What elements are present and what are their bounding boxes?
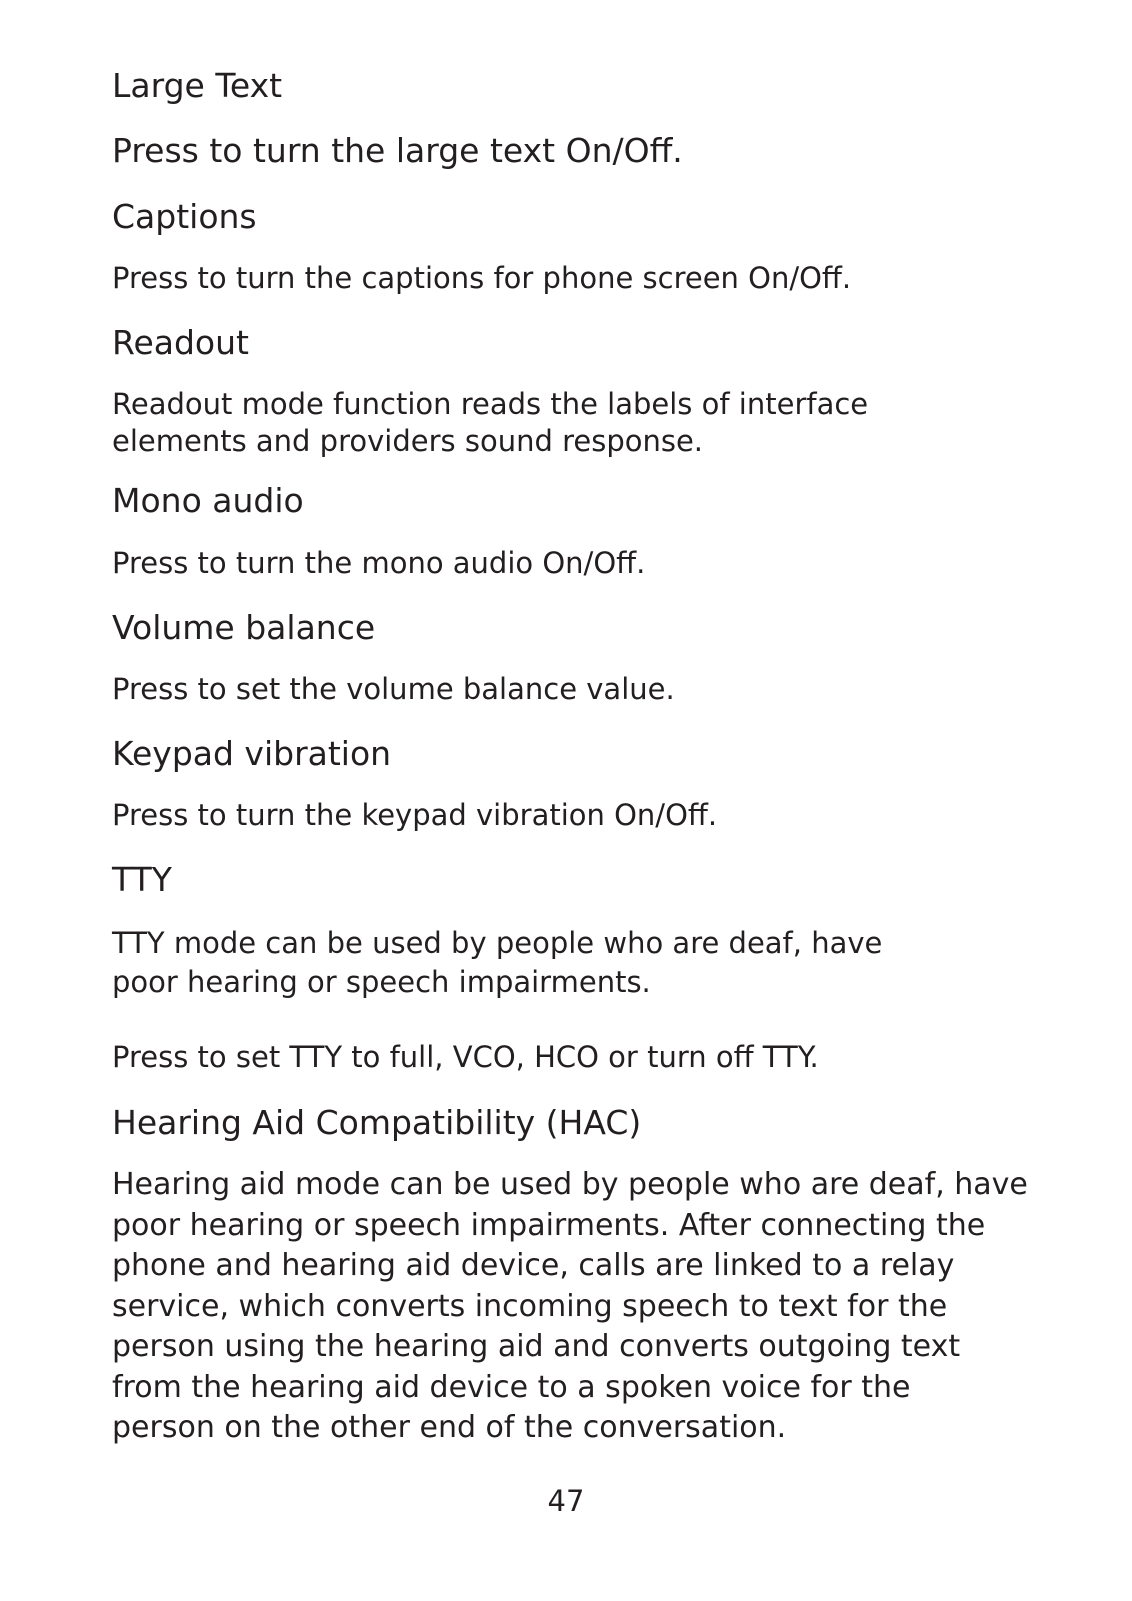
body-line: poor hearing or speech impairments. After connecting the bbox=[112, 1207, 986, 1243]
section-heading-captions: Captions bbox=[112, 197, 257, 236]
body-line: TTY mode can be used by people who are deaf, have bbox=[112, 926, 883, 960]
section-heading-keypad-vibration: Keypad vibration bbox=[112, 734, 392, 773]
body-line: Hearing aid mode can be used by people who are deaf, have bbox=[112, 1167, 1028, 1202]
body-line: from the hearing aid device to a spoken voice for the bbox=[112, 1369, 911, 1405]
section-heading-hac: Hearing Aid Compatibility (HAC) bbox=[112, 1103, 642, 1142]
body-line: elements and providers sound response. bbox=[112, 424, 704, 458]
page-number: 47 bbox=[547, 1484, 585, 1518]
body-line: poor hearing or speech impairments. bbox=[112, 965, 651, 999]
body-line: person using the hearing aid and converts outgoing text bbox=[112, 1329, 961, 1364]
section-body-mono-audio: Press to turn the mono audio On/Off. bbox=[112, 546, 646, 580]
section-extra-tty: Press to set TTY to full, VCO, HCO or turn off TTY. bbox=[112, 1040, 819, 1074]
section-body-volume-balance: Press to set the volume balance value. bbox=[112, 672, 675, 706]
section-heading-volume-balance: Volume balance bbox=[112, 608, 376, 647]
body-line: service, which converts incoming speech to text for the bbox=[112, 1288, 948, 1324]
section-body-readout bbox=[112, 386, 868, 460]
section-body-keypad-vibration: Press to turn the keypad vibration On/Off. bbox=[112, 798, 718, 832]
body-line: phone and hearing aid device, calls are linked to a relay bbox=[112, 1248, 955, 1283]
section-heading-large-text: Large Text bbox=[112, 66, 283, 105]
section-body-large-text: Press to turn the large text On/Off. bbox=[112, 131, 683, 170]
body-line: person on the other end of the conversation. bbox=[112, 1410, 787, 1445]
section-body-captions: Press to turn the captions for phone screen On/Off. bbox=[112, 261, 852, 295]
section-heading-readout: Readout bbox=[112, 323, 249, 362]
section-body-tty bbox=[112, 924, 882, 1002]
body-line: Readout mode function reads the labels of interface bbox=[112, 387, 869, 421]
section-heading-mono-audio: Mono audio bbox=[112, 481, 304, 520]
section-body-hac bbox=[112, 1165, 1028, 1449]
section-heading-tty: TTY bbox=[112, 860, 172, 899]
